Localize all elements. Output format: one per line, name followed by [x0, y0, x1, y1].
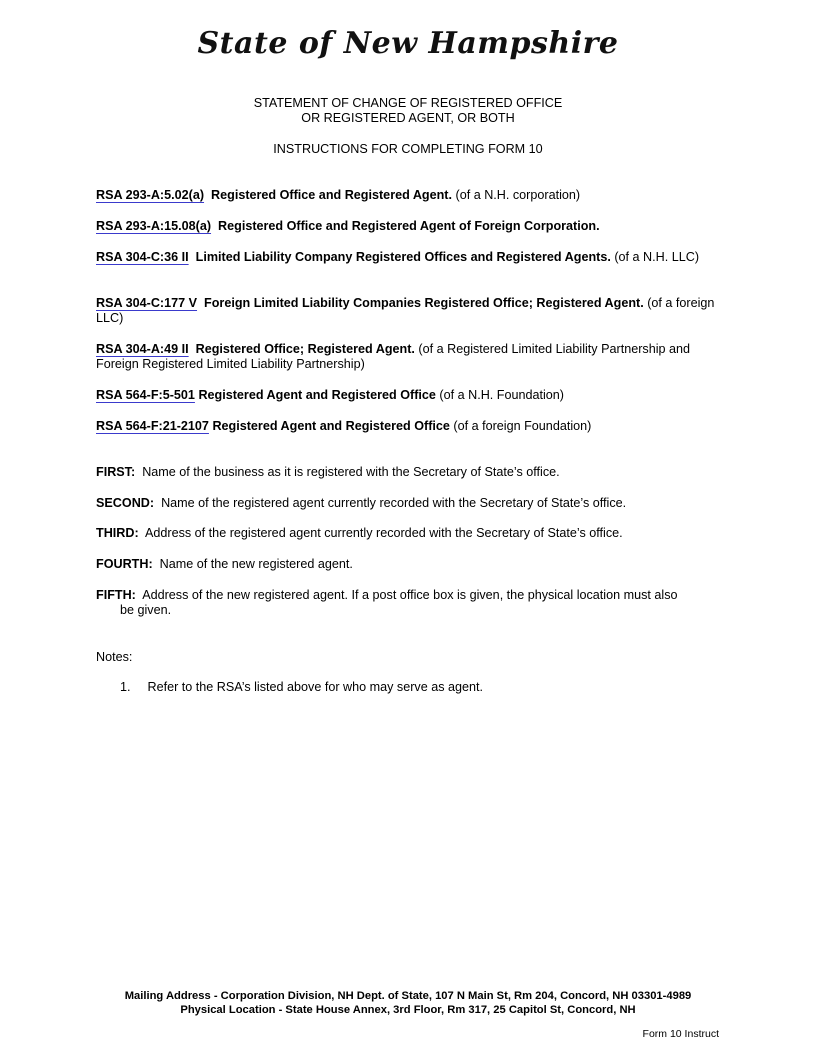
rsa-title: Registered Office and Registered Agent of Foreign Corporation.: [218, 219, 600, 233]
instructions-title: INSTRUCTIONS FOR COMPLETING FORM 10: [273, 142, 543, 156]
instruction-text: Address of the registered agent currently recorded with the Secretary of State’s office.: [144, 526, 623, 540]
rsa-note: (of a N.H. Foundation): [439, 388, 565, 402]
instruction-label: FOURTH:: [96, 557, 153, 571]
form-id: Form 10 Instruct: [642, 1028, 719, 1040]
rsa-title: Registered Agent and Registered Office: [198, 388, 436, 402]
rsa-note: (of a N.H. LLC): [614, 250, 700, 264]
rsa-reference: [96, 188, 716, 203]
state-title: State of New Hampshire: [197, 26, 619, 61]
rsa-note: (of a Registered Limited Liability Partnership and Foreign Registered Limited Liability Partnership): [96, 342, 691, 371]
instruction-label: THIRD:: [96, 526, 139, 540]
instruction-third: [96, 526, 716, 541]
rsa-link[interactable]: RSA 293-A:5.02(a): [96, 188, 205, 202]
footer-physical-location: Physical Location - State House Annex, 3rd Floor, Rm 317, 25 Capitol St, Concord, NH: [180, 1004, 636, 1016]
note-number: 1.: [120, 680, 131, 694]
rsa-link[interactable]: RSA 564-F:5-501: [96, 388, 195, 402]
rsa-reference: [96, 296, 716, 326]
rsa-link[interactable]: RSA 304-C:36 II: [96, 250, 189, 264]
notes-heading: Notes:: [96, 650, 133, 664]
rsa-title: Registered Office; Registered Agent.: [195, 342, 415, 356]
rsa-reference: [96, 419, 716, 434]
instruction-label: SECOND:: [96, 496, 155, 510]
rsa-link[interactable]: RSA 304-A:49 II: [96, 342, 189, 356]
instruction-fourth: [96, 557, 716, 572]
rsa-title: Registered Office and Registered Agent.: [211, 188, 452, 202]
rsa-title: Foreign Limited Liability Companies Registered Office; Registered Agent.: [204, 296, 644, 310]
instruction-fifth: [96, 588, 680, 618]
instruction-text: Name of the business as it is registered with the Secretary of State’s office.: [142, 465, 560, 479]
footer-mailing-address: Mailing Address - Corporation Division, NH Dept. of State, 107 N Main St, Rm 204, Concord, NH 03301-4989: [124, 990, 692, 1002]
rsa-note: (of a foreign LLC): [96, 296, 715, 325]
statement-title-line1: STATEMENT OF CHANGE OF REGISTERED OFFICE: [253, 96, 563, 110]
rsa-link[interactable]: RSA 564-F:21-2107: [96, 419, 209, 433]
instruction-text: Name of the registered agent currently recorded with the Secretary of State’s office.: [161, 496, 627, 510]
rsa-note: (of a N.H. corporation): [455, 188, 581, 202]
note-text: Refer to the RSA’s listed above for who may serve as agent.: [147, 680, 484, 694]
instruction-second: [96, 496, 716, 511]
rsa-title: Registered Agent and Registered Office: [212, 419, 450, 433]
rsa-reference: [96, 250, 716, 265]
instruction-label: FIFTH:: [96, 588, 136, 602]
rsa-note: (of a foreign Foundation): [453, 419, 592, 433]
rsa-link[interactable]: RSA 304-C:177 V: [96, 296, 198, 310]
statement-title-line2: OR REGISTERED AGENT, OR BOTH: [301, 111, 515, 125]
rsa-title: Limited Liability Company Registered Offices and Registered Agents.: [195, 250, 611, 264]
instruction-label: FIRST:: [96, 465, 136, 479]
rsa-reference: [96, 342, 716, 372]
rsa-link[interactable]: RSA 293-A:15.08(a): [96, 219, 212, 233]
instruction-text: Address of the new registered agent. If a post office box is given, the physical location must also be given.: [120, 588, 678, 617]
rsa-reference: [96, 219, 716, 234]
instruction-text: Name of the new registered agent.: [159, 557, 353, 571]
note-item: [120, 680, 483, 695]
rsa-reference: [96, 388, 716, 403]
instruction-first: [96, 465, 716, 480]
